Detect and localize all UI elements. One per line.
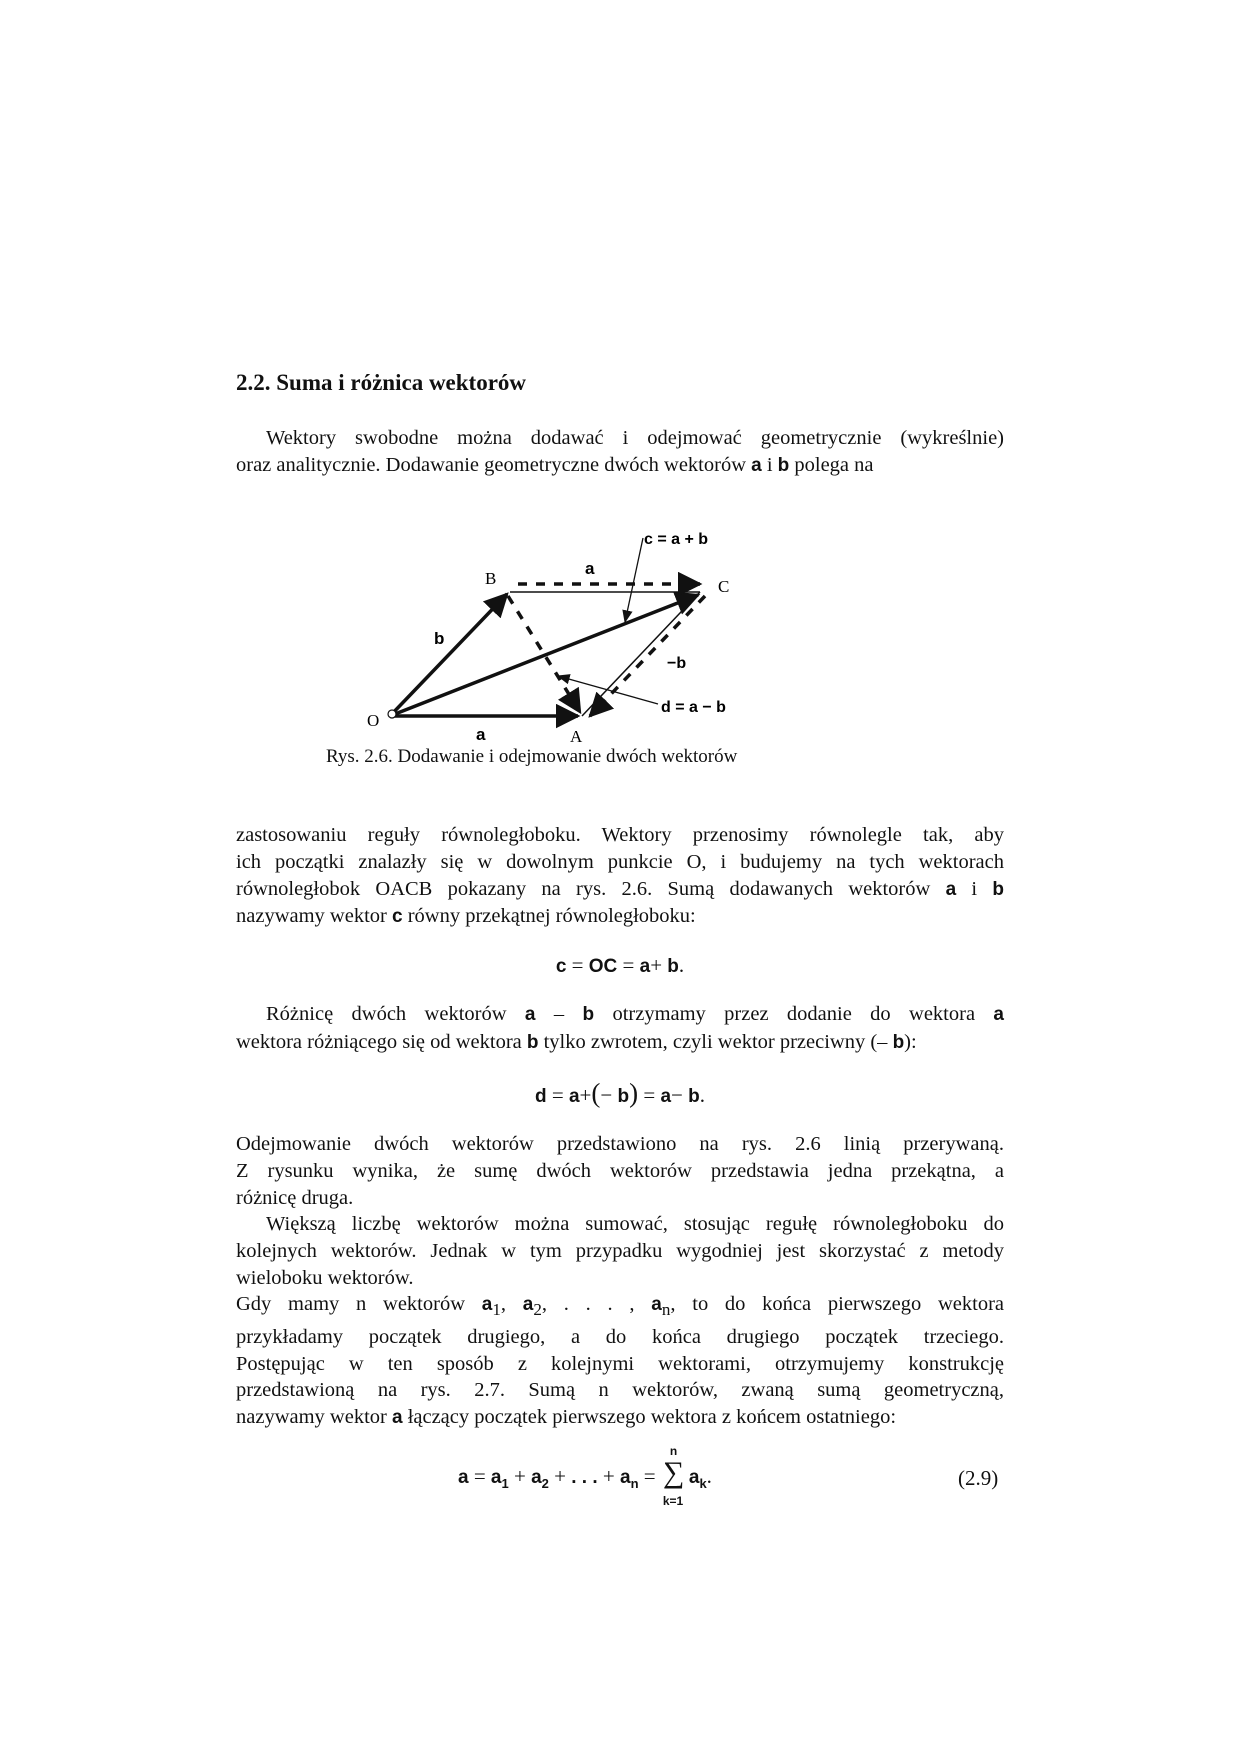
label-d-diff: d = a − b: [661, 699, 726, 716]
text-line: Odejmowanie dwóch wektorów przedstawiono na rys. 2.6 linią przerywaną.: [236, 1133, 1004, 1155]
text-line: przedstawioną na rys. 2.7. Sumą n wektorów, zwaną sumą geometryczną,: [236, 1379, 1004, 1402]
label-minus-b: −b: [667, 655, 687, 672]
text-line: wektora różniącego się od wektora b tylko zwrotem, czyli wektor przeciwny (– b):: [236, 1030, 917, 1053]
text-line: oraz analitycznie. Dodawanie geometryczne dwóch wektorów a i b polega na: [236, 453, 874, 476]
equation-number: (2.9): [958, 1466, 999, 1490]
vector-b-OB: [390, 594, 507, 716]
pointer-c: [625, 538, 643, 622]
text-line: Gdy mamy n wektorów $a_1$, $a_2$, . . . , $a_n$, to do końca pierwszego wektora: [236, 1293, 1004, 1320]
text-line: Wektory swobodne można dodawać i odejmować geometrycznie (wykreślnie): [266, 427, 1004, 449]
paragraph-difference: [236, 1001, 1004, 1057]
text-line: zastosowaniu reguły równoległoboku. Wektory przenosimy równolegle tak, aby: [236, 824, 1004, 846]
text-line: Różnicę dwóch wektorów a – b otrzymamy przez dodanie do wektora a: [266, 1003, 1004, 1025]
text-line: Z rysunku wynika, że sumę dwóch wektorów przedstawia jedna przekątna, a: [236, 1159, 1004, 1182]
label-a-top: a: [585, 559, 595, 578]
label-B: B: [485, 569, 497, 588]
text-line: równoległobok OACB pokazany na rys. 2.6. Sumą dodawanych wektorów a i b: [236, 877, 1004, 900]
text-line: różnicę druga.: [236, 1186, 354, 1209]
text-line: wieloboku wektorów.: [236, 1266, 414, 1289]
edge-AC: [582, 592, 700, 716]
origin-point: [388, 710, 396, 718]
figure-caption: Rys. 2.6. Dodawanie i odejmowanie dwóch wektorów: [326, 746, 738, 767]
label-O: O: [367, 711, 380, 730]
text-line: przykładamy początek drugiego, a do końca drugiego początek trzeciego.: [236, 1325, 1004, 1348]
equation-difference: d = a+(− b) = a− b.: [535, 1078, 705, 1108]
text-line: nazywamy wektor c równy przekątnej równoległoboku:: [236, 905, 696, 928]
section-title: 2.2. Suma i różnica wektorów: [236, 370, 527, 395]
equation-sum-n: $a = a_1 + a_2$ + . . . + $a_n$ = n ∑ k=1 $a_k$.: [458, 1444, 712, 1508]
label-C: C: [718, 577, 730, 596]
text-line: kolejnych wektorów. Jednak w tym przypadku wygodniej jest skorzystać z metody: [236, 1239, 1004, 1262]
label-a-bottom: a: [476, 725, 486, 744]
label-b: b: [434, 629, 445, 648]
paragraph-polygon: [236, 1211, 1004, 1291]
paragraph-subtraction: [236, 1131, 1004, 1211]
text-line: nazywamy wektor a łączący początek pierwszego wektora z końcem ostatniego:: [236, 1406, 897, 1429]
vector-c-OC: [390, 595, 698, 716]
equation-sum: c = OC = a+ b.: [555, 953, 685, 977]
text-line: Postępując w ten sposób z kolejnymi wektorami, otrzymujemy konstrukcję: [236, 1352, 1004, 1375]
text-line: Większą liczbę wektorów można sumować, stosując regułę równoległoboku do: [266, 1213, 1004, 1235]
figure-parallelogram: [0, 0, 1240, 760]
label-A: A: [570, 727, 583, 746]
paragraph-parallelogram-rule: [236, 822, 1004, 931]
label-c-sum: c = a + b: [644, 531, 709, 548]
pointer-d: [558, 676, 658, 704]
text-line: ich początki znalazły się w dowolnym punkcie O, i budujemy na tych wektorach: [236, 850, 1004, 873]
paragraph-n-vectors: [236, 1291, 1004, 1432]
